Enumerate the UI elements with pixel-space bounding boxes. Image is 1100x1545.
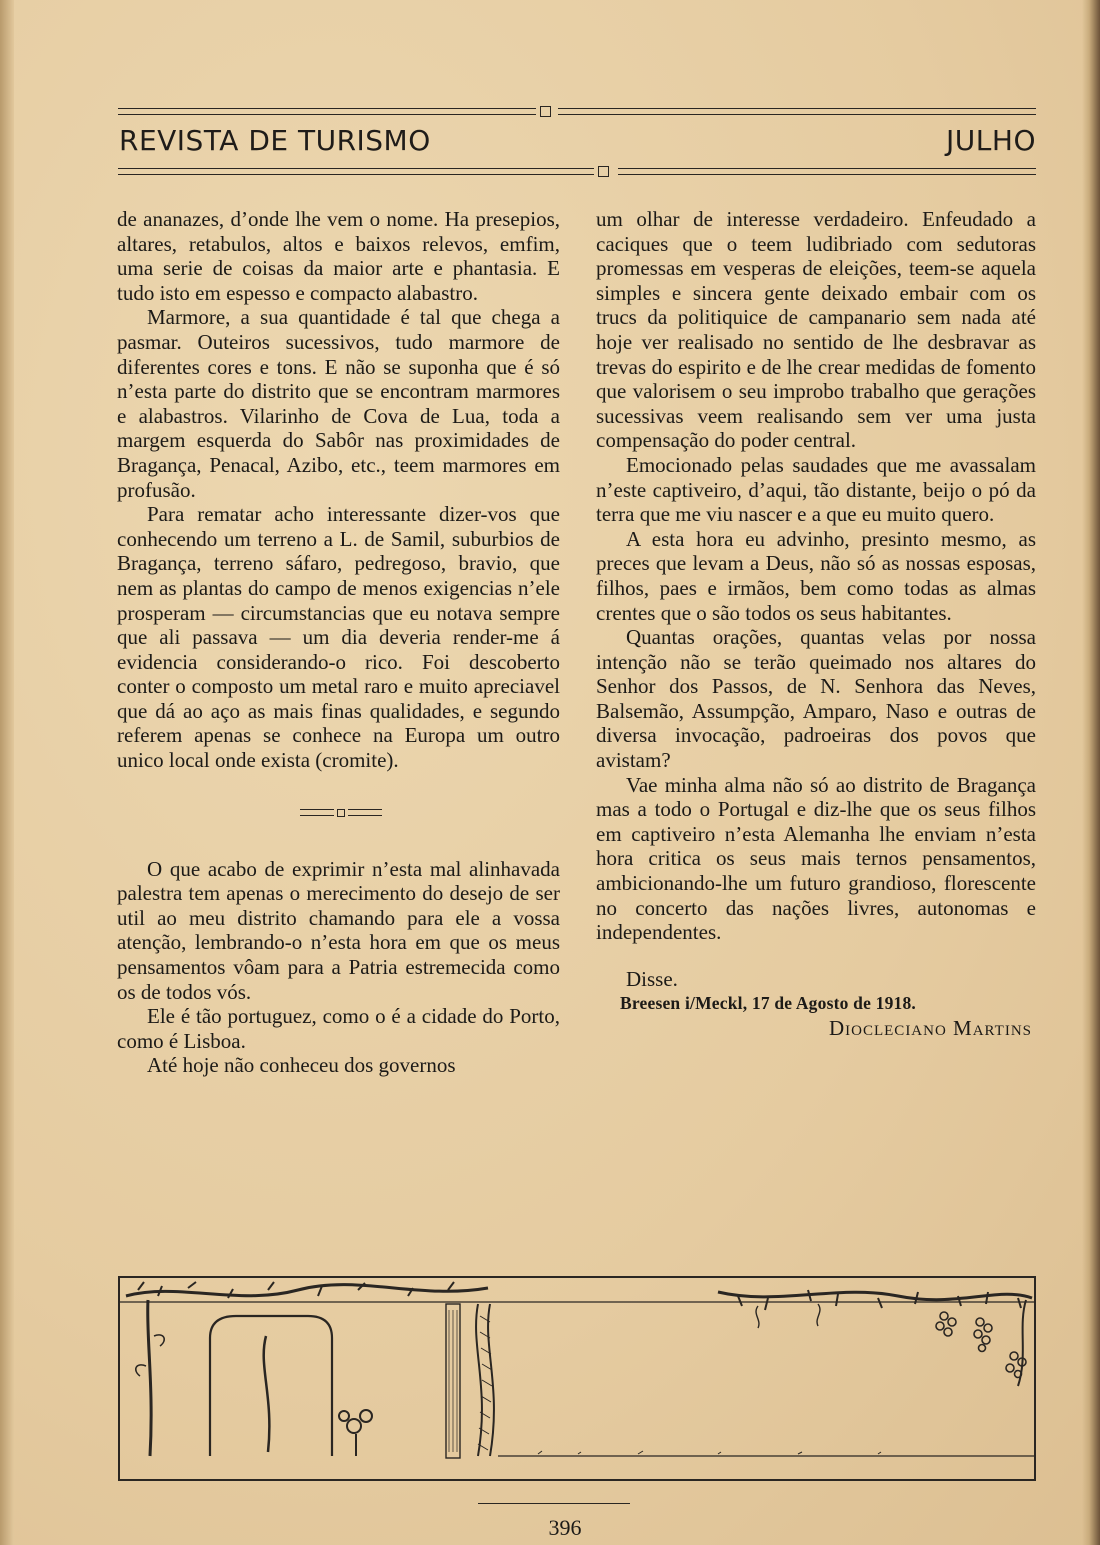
place-date: Breesen i/Meckl, 17 de Agosto de 1918. — [620, 993, 916, 1014]
right-paragraph-5: Vae minha alma não só ao distrito de Bragança mas a todo o Portugal e diz-lhe que os seus filhos em captiveiro n’esta Alemanha lhe enviam n’esta hora critica os seus mais ternos pensamentos, ambicionando-lhe um futuro grandioso, florescente no concerto das nações livres, autonomas e independentes. — [596, 772, 1036, 945]
header-rule-bottom-right — [618, 168, 1036, 175]
header-ornament-bottom — [598, 166, 609, 177]
left-paragraph-3: Para rematar acho interessante dizer-vos que conhecendo um terreno a L. de Samil, suburbios de Bragança, terreno sáfaro, pedregoso, bravio, que nem as plantas do campo de menos exigencias n’ele prosperam — circumstancias que eu notava sempre que ali passava — um dia deveria render-me á evidencia considerando-o rico. Foi descoberto conter o composto um metal raro e muito apreciavel que dá ao aço as mais finas qualidades, e segundo referem apenas se conhece na Europa um outro unico local onde exista (cromite). — [117, 502, 560, 773]
header-rule-bottom-left — [118, 168, 594, 175]
left-paragraph-5: Ele é tão portuguez, como o é a cidade do Porto, como é Lisboa. — [117, 1004, 560, 1053]
divider-ornament — [300, 809, 382, 817]
running-month: JULHO — [946, 124, 1036, 157]
decorative-vignette — [118, 1276, 1036, 1481]
header-rule-top-left — [118, 108, 536, 115]
left-paragraph-4: O que acabo de exprimir n’esta mal alinhavada palestra tem apenas o merecimento do desejo de ser util ao meu distrito chamando para ele a vossa atenção, lembrando-o n’esta hora em que os meus pensamentos vôam para a Patria estremecida como os de todos vós. — [117, 856, 560, 1004]
left-paragraph-2: Marmore, a sua quantidade é tal que chega a pasmar. Outeiros sucessivos, tudo marmore de diferentes cores e tons. E não se suponha que é só n’esta parte do distrito que se encontram marmores e alabastros. Vilarinho de Cova de Lua, toda a margem esquerda do Sabôr nas proximidades de Bragança, Penacal, Azibo, etc., teem marmores em profusão. — [117, 305, 560, 502]
author-signature: Diocleciano Martins — [828, 1016, 1032, 1040]
left-paragraph-1: de ananazes, d’onde lhe vem o nome. Ha presepios, altares, retabulos, altos e baixos relevos, emfim, uma serie de coisas da maior arte e phantasia. E tudo isto em espesso e compacto alabastro. — [117, 207, 560, 305]
left-paragraph-6: Até hoje não conheceu dos governos — [147, 1053, 456, 1078]
right-column — [596, 207, 1036, 1041]
page-number: 396 — [548, 1515, 582, 1540]
left-column — [117, 207, 560, 1078]
section-divider — [117, 787, 560, 837]
header-rule-top-right — [558, 108, 1036, 115]
right-paragraph-4: Quantas orações, quantas velas por nossa intenção não se terão queimado nos altares do Senhor dos Passos, de N. Senhora das Neves, Balsemão, Assumpção, Amparo, Naso e outras de diversa invocação, padroeiras dos povos que avistam? — [596, 625, 1036, 773]
page-gutter-right — [1082, 0, 1100, 1545]
closing-word: Disse. — [626, 966, 678, 991]
header-ornament-top — [540, 106, 551, 117]
right-paragraph-1: um olhar de interesse verdadeiro. Enfeudado a caciques que o teem ludibriado com sedutoras promessas em vesperas de eleições, teem-se aquela simples e sincera gente deixado embair com os trucs da politiquice de campanario sem nada até hoje ver realisado no sentido de lhe desbravar as trevas do espirito e de lhe crear medidas de fomento que valorisem o seu improbo trabalho que gerações sucessivas veem realisando sem ver uma justa compensação do poder central. — [596, 207, 1036, 453]
right-paragraph-3: A esta hora eu advinho, presinto mesmo, as preces que levam a Deus, não só as nossas esposas, filhos, paes e irmãos, bem como todas as almas crentes que o são todos os seus habitantes. — [596, 526, 1036, 625]
footer-rule — [478, 1503, 630, 1504]
page-gutter-left — [0, 0, 14, 1545]
right-paragraph-2: Emocionado pelas saudades que me avassalam n’este captiveiro, d’aqui, tão distante, beijo o pó da terra que me viu nascer e a que eu muito quero. — [596, 452, 1036, 527]
running-title: REVISTA DE TURISMO — [119, 124, 431, 157]
